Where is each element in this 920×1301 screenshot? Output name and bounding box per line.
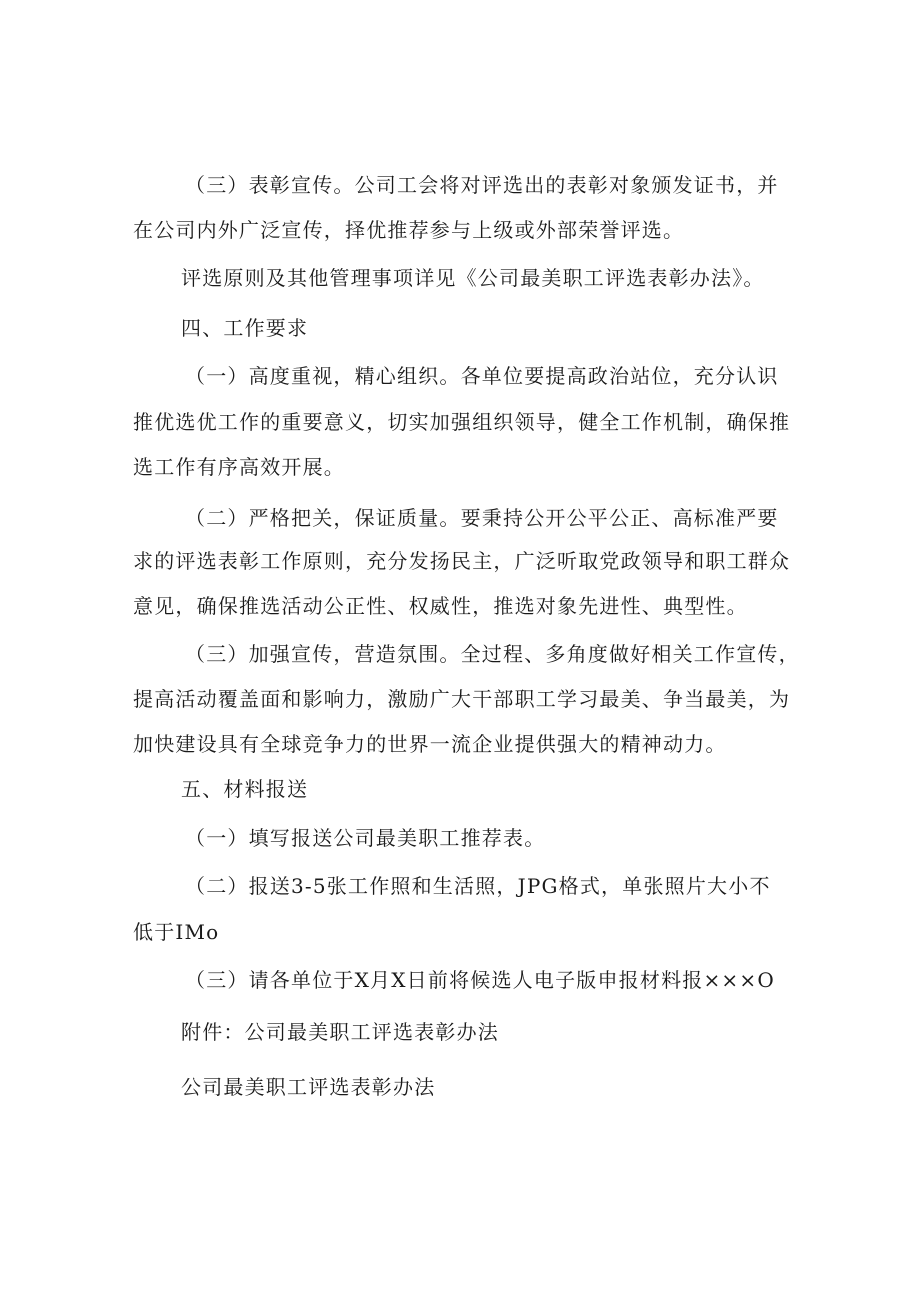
attachment-title: 公司最美职工评选表彰办法 — [181, 1075, 436, 1099]
paragraph-material-2-line-1: （二）报送3-5张工作照和生活照，JPG格式，单张照片大小不 — [185, 874, 771, 898]
paragraph-requirement-1-line-3: 选工作有序高效开展。 — [133, 455, 345, 479]
paragraph-principles: 评选原则及其他管理事项详见《公司最美职工评选表彰办法》。 — [181, 266, 765, 290]
section-heading-materials: 五、材料报送 — [181, 777, 309, 801]
attachment-note: 附件：公司最美职工评选表彰办法 — [181, 1020, 499, 1044]
paragraph-requirement-2-line-1: （二）严格把关，保证质量。要秉持公开公平公正、高标准严要 — [185, 506, 779, 530]
paragraph-requirement-1-line-2: 推优选优工作的重要意义，切实加强组织领导，健全工作机制，确保推 — [133, 410, 791, 434]
paragraph-material-3: （三）请各单位于X月X日前将候选人电子版申报材料报×××O — [185, 968, 775, 992]
paragraph-material-1: （一）填写报送公司最美职工推荐表。 — [185, 826, 546, 850]
paragraph-requirement-3-line-1: （三）加强宣传，营造氛围。全过程、多角度做好相关工作宣传， — [185, 642, 800, 666]
paragraph-requirement-1-line-1: （一）高度重视，精心组织。各单位要提高政治站位，充分认识 — [185, 364, 779, 388]
paragraph-material-2-line-2: 低于IMo — [133, 920, 220, 944]
paragraph-requirement-2-line-3: 意见，确保推选活动公正性、权威性，推选对象先进性、典型性。 — [133, 594, 748, 618]
paragraph-commendation-line-2: 在公司内外广泛宣传，择优推荐参与上级或外部荣誉评选。 — [133, 218, 685, 242]
paragraph-requirement-2-line-2: 求的评选表彰工作原则，充分发扬民主，广泛听取党政领导和职工群众 — [133, 549, 791, 573]
paragraph-requirement-3-line-3: 加快建设具有全球竞争力的世界一流企业提供强大的精神动力。 — [133, 732, 727, 756]
paragraph-requirement-3-line-2: 提高活动覆盖面和影响力，激励广大干部职工学习最美、争当最美，为 — [133, 687, 791, 711]
paragraph-commendation-line-1: （三）表彰宣传。公司工会将对评选出的表彰对象颁发证书，并 — [185, 173, 779, 197]
section-heading-work-requirements: 四、工作要求 — [181, 316, 309, 340]
